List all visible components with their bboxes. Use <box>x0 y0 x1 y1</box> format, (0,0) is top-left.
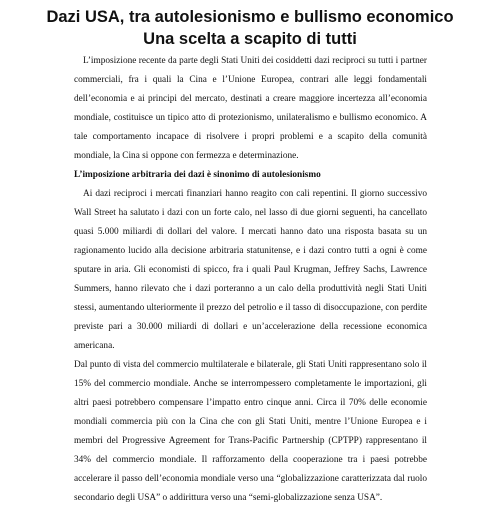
document-body <box>74 52 427 508</box>
section-heading: L’imposizione arbitraria dei dazi è sinonimo di autolesionismo <box>74 170 321 180</box>
document-title <box>0 6 500 50</box>
paragraph-trade: Dal punto di vista del commercio multilaterale e bilaterale, gli Stati Uniti rappresentano solo il 15% del commercio mondiale. Anche se interrompessero completamente le importazioni, gli altri paesi potrebbero compensare l’impatto entro cinque anni. Circa il 70% delle economie mondiali commercia più con la Cina che con gli Stati Uniti, mentre l’Unione Europea e i membri del Progressive Agreement for Trans-Pacific Partnership (CPTPP) rappresentano il 34% del commercio mondiale. Il rafforzamento della cooperazione tra i paesi potrebbe accelerare il passo dell’economia mondiale verso una “globalizzazione caratterizzata dal ruolo secondario degli USA” o addirittura verso una “semi-globalizzazione senza USA”. <box>74 360 427 503</box>
paragraph-markets: Ai dazi reciproci i mercati finanziari hanno reagito con cali repentini. Il giorno successivo Wall Street ha salutato i dazi con un forte calo, nel lasso di due giorni seguenti, ha cancellato quasi 5.000 miliardi di dollari del valore. I mercati hanno dato una risposta basata su un ragionamento lucido alla decisione arbitraria statunitense, e i dazi contro tutti a ogni è come sputare in aria. Gli economisti di spicco, fra i quali Paul Krugman, Jeffrey Sachs, Lawrence Summers, hanno rilevato che i dazi porteranno a un calo della produttività negli Stati Uniti stessi, aumentando ulteriormente il prezzo del petrolio e il tasso di disoccupazione, con perdite previste pari a 30.000 miliardi di dollari e un’accelerazione della recessione economica americana. <box>74 189 427 351</box>
paragraph-intro: L’imposizione recente da parte degli Stati Uniti dei cosiddetti dazi reciproci su tutti i partner commerciali, fra i quali la Cina e l’Unione Europea, contrari alle leggi fondamentali dell’economia e ai principi del mercato, destinati a creare maggiore incertezza all’economia mondiale, costituisce un tipico atto di protezionismo, unilateralismo e bullismo economico. A tale comportamento incapace di risolvere i propri problemi e a scapito della comunità mondiale, la Cina si oppone con fermezza e determinazione. <box>74 56 427 161</box>
title-line-1: Dazi USA, tra autolesionismo e bullismo economico <box>46 8 454 26</box>
title-line-2: Una scelta a scapito di tutti <box>143 30 357 48</box>
